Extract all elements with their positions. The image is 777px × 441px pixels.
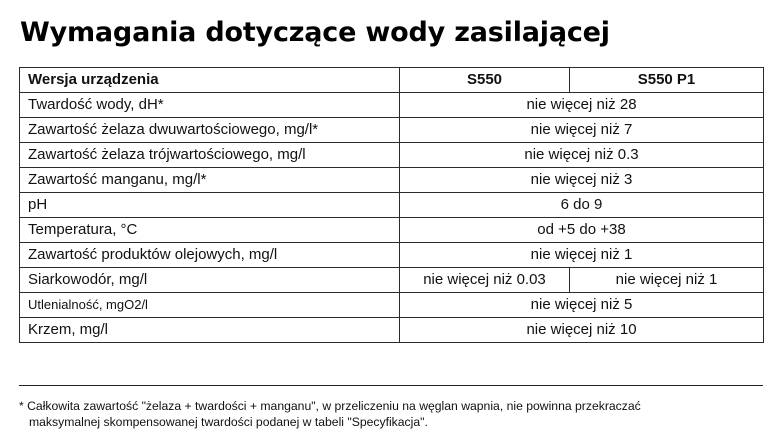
table-row [20, 143, 764, 168]
footnote-line-1: * Całkowita zawartość "żelaza + twardości + manganu", w przeliczeniu na węglan wapnia, nie powinna przekraczać [19, 399, 641, 413]
param-ferric-iron: Zawartość żelaza trójwartościowego, mg/l [20, 143, 400, 168]
value-ferrous-iron: nie więcej niż 7 [400, 118, 764, 143]
table-row [20, 243, 764, 268]
value-ferric-iron: nie więcej niż 0.3 [400, 143, 764, 168]
footnote-divider [19, 385, 763, 386]
footnote-line-2: maksymalnej skompensowanej twardości podanej w tabeli "Specyfikacja". [29, 415, 428, 429]
table-header-row [20, 68, 764, 93]
table-row [20, 118, 764, 143]
value-ph: 6 do 9 [400, 193, 764, 218]
table-row [20, 293, 764, 318]
value-silicon: nie więcej niż 10 [400, 318, 764, 343]
footnote [19, 398, 769, 430]
param-oil-products: Zawartość produktów olejowych, mg/l [20, 243, 400, 268]
value-hydrogen-sulfide-s550-p1: nie więcej niż 1 [570, 268, 764, 293]
value-hydrogen-sulfide-s550: nie więcej niż 0.03 [400, 268, 570, 293]
param-water-hardness: Twardość wody, dH* [20, 93, 400, 118]
param-temperature: Temperatura, °C [20, 218, 400, 243]
table-row [20, 193, 764, 218]
feed-water-requirements-table [19, 67, 764, 343]
param-oxidizability: Utlenialność, mgO2/l [20, 293, 400, 318]
value-oil-products: nie więcej niż 1 [400, 243, 764, 268]
page-title: Wymagania dotyczące wody zasilającej [20, 17, 610, 48]
value-temperature: od +5 do +38 [400, 218, 764, 243]
value-manganese: nie więcej niż 3 [400, 168, 764, 193]
header-model-s550-p1: S550 P1 [570, 68, 764, 93]
value-water-hardness: nie więcej niż 28 [400, 93, 764, 118]
param-hydrogen-sulfide: Siarkowodór, mg/l [20, 268, 400, 293]
header-model-s550: S550 [400, 68, 570, 93]
table-row [20, 268, 764, 293]
param-ferrous-iron: Zawartość żelaza dwuwartościowego, mg/l* [20, 118, 400, 143]
table-row [20, 318, 764, 343]
param-silicon: Krzem, mg/l [20, 318, 400, 343]
table-row [20, 93, 764, 118]
param-ph: pH [20, 193, 400, 218]
header-device-version: Wersja urządzenia [20, 68, 400, 93]
param-manganese: Zawartość manganu, mg/l* [20, 168, 400, 193]
table-row [20, 218, 764, 243]
value-oxidizability: nie więcej niż 5 [400, 293, 764, 318]
table-row [20, 168, 764, 193]
